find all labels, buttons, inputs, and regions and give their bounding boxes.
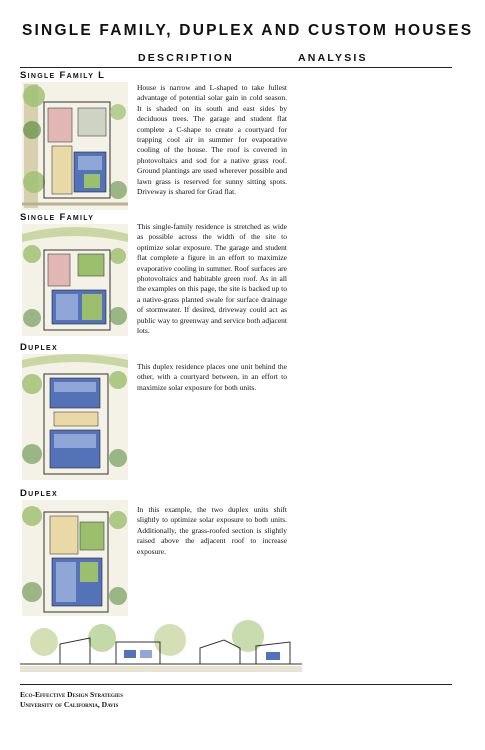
section-description-duplex-1: This duplex residence places one unit behind the other, with a courtyard between, in an effort to maximize solar exposure for both units. bbox=[137, 362, 287, 392]
analysis-column-heading: ANALYSIS bbox=[298, 52, 368, 64]
section-label-duplex-1: Duplex bbox=[20, 342, 58, 353]
section-description-duplex-2: In this example, the two duplex units shift slightly to optimize solar exposure to both units. Additionally, the grass-roofed section is slightly raised above the adjacent roof to increase exposure. bbox=[137, 505, 287, 556]
section-label-duplex-2: Duplex bbox=[20, 488, 58, 499]
single-family-l-plan-drawing bbox=[22, 82, 128, 210]
building-section-drawing bbox=[20, 618, 302, 674]
duplex-plan-drawing-2 bbox=[22, 500, 128, 616]
footer bbox=[20, 690, 123, 710]
section-label-single-family-l: Single Family L bbox=[20, 70, 106, 81]
header-rule bbox=[20, 67, 452, 68]
page-title: SINGLE FAMILY, DUPLEX AND CUSTOM HOUSES bbox=[22, 22, 474, 39]
duplex-plan-drawing-1 bbox=[22, 354, 128, 480]
section-description-single-family: This single-family residence is stretched as wide as possible across the width of the site to optimize solar exposure. The garage and student flat complete a figure in an effort to maximize evaporative cooling in summer. Roof surfaces are photovoltaics and habitable green roof. As in all the examples on this page, the site is backed up to a native-grass planted swale for surface drainage of stormwater. If desired, driveway could act as public way to greenway and service both adjacent lots. bbox=[137, 222, 287, 336]
section-description-single-family-l: House is narrow and L-shaped to take fullest advantage of potential solar gain in cold season. It is shaded on its south and east sides by deciduous trees. The garage and student flat complete a C-shape to create a courtyard for trapping cool air in summer for evaporative cooling of the house. The roof is covered in photovoltaics and sod for a native grass roof. Ground plantings are used wherever possible and lawn grass is reserved for sunny sitting spots. Driveway is shared for Grad flat. bbox=[137, 83, 287, 197]
single-family-plan-drawing bbox=[22, 224, 128, 336]
section-label-single-family: Single Family bbox=[20, 212, 95, 223]
footer-rule bbox=[20, 684, 452, 685]
footer-line-1: Eco-Effective Design Strategies bbox=[20, 690, 123, 699]
description-column-heading: DESCRIPTION bbox=[138, 52, 234, 64]
footer-line-2: University of California, Davis bbox=[20, 700, 119, 709]
